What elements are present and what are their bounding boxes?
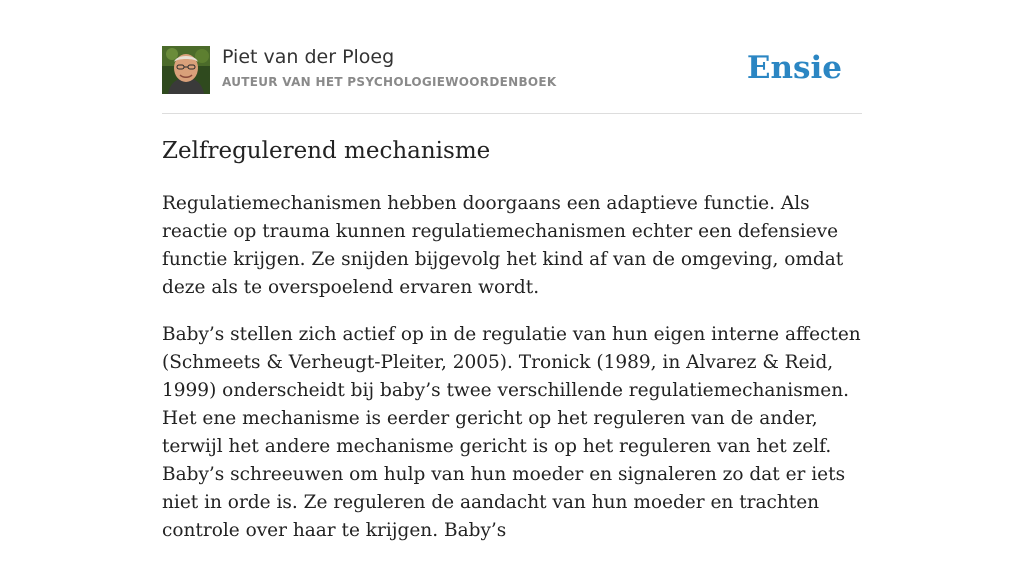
avatar-portrait-icon: [162, 46, 210, 94]
article-title: Zelfregulerend mechanisme: [162, 138, 491, 164]
article-paragraph: Regulatiemechanismen hebben doorgaans een adaptieve functie. Als reactie op trauma kunnen regulatiemechanismen echter een defensieve functie krijgen. Ze snijden bijgevolg het kind af van de omgeving, omdat deze als te overspoelend ervaren wordt.: [162, 193, 844, 298]
author-header: [162, 46, 862, 96]
author-role: AUTEUR VAN HET PSYCHOLOGIEWOORDENBOEK: [222, 75, 557, 89]
author-name[interactable]: Piet van der Ploeg: [222, 46, 395, 68]
header-divider: [162, 113, 862, 114]
article-paragraph: Baby’s stellen zich actief op in de regulatie van hun eigen interne affecten (Schmeets & Verheugt-Pleiter, 2005). Tronick (1989, in Alvarez & Reid, 1999) onderscheidt bij baby’s twee verschillende regulatiemechanismen. Het ene mechanisme is eerder gericht op het reguleren van de ander, terwijl het andere mechanisme gericht is op het reguleren van het zelf. Baby’s schreeuwen om hulp van hun moeder en signaleren zo dat er iets niet in orde is. Ze reguleren de aandacht van hun moeder en trachten controle over haar te krijgen. Baby’s: [162, 324, 861, 541]
ensie-logo[interactable]: Ensie: [746, 50, 842, 86]
article-body: [162, 190, 862, 564]
author-avatar[interactable]: [162, 46, 210, 94]
